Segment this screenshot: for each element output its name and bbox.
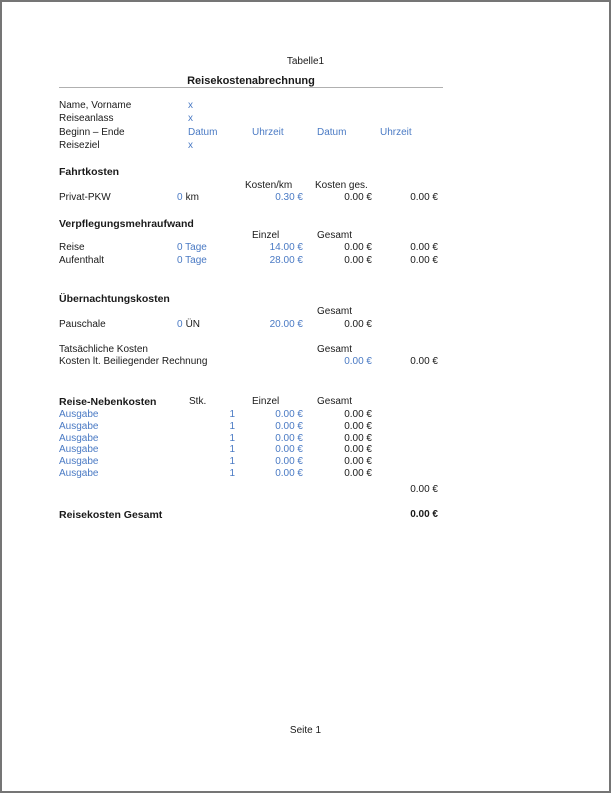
tatsaechliche-kosten-label: Tatsächliche Kosten bbox=[59, 344, 148, 355]
rechnung-row bbox=[2, 356, 609, 368]
beginn-uhrzeit-input[interactable]: Uhrzeit bbox=[252, 127, 284, 138]
ausgabe-gesamt-value: 0.00 € bbox=[344, 421, 372, 432]
pkw-km-value[interactable]: 0 bbox=[177, 192, 183, 203]
page-number: Seite 1 bbox=[289, 725, 322, 736]
ausgabe-label-input[interactable]: Ausgabe bbox=[59, 444, 99, 455]
rechnung-total-value: 0.00 € bbox=[410, 356, 438, 367]
ausgabe-label-input[interactable]: Ausgabe bbox=[59, 433, 99, 444]
reisekosten-gesamt-label: Reisekosten Gesamt bbox=[59, 509, 163, 521]
page-footer-row bbox=[2, 725, 609, 737]
fahrtkosten-header-row bbox=[2, 180, 609, 192]
reise-row bbox=[2, 242, 609, 254]
uebernachtung-gesamt-header: Gesamt bbox=[317, 306, 353, 317]
verpflegung-heading-row bbox=[2, 218, 609, 230]
pkw-rate-value[interactable]: 0.30 € bbox=[275, 192, 303, 203]
privat-pkw-row bbox=[2, 192, 609, 204]
ausgabe-gesamt-value: 0.00 € bbox=[344, 468, 372, 479]
nebenkosten-heading: Reise-Nebenkosten bbox=[59, 396, 157, 408]
reiseziel-input-value[interactable]: x bbox=[188, 140, 193, 151]
aufenthalt-row bbox=[2, 255, 609, 267]
ausgabe-gesamt-value: 0.00 € bbox=[344, 409, 372, 420]
tatsaechliche-gesamt-header: Gesamt bbox=[317, 344, 353, 355]
pauschale-gesamt-value: 0.00 € bbox=[344, 319, 372, 330]
name-label: Name, Vorname bbox=[59, 100, 132, 111]
kosten-km-column-header: Kosten/km bbox=[245, 180, 293, 191]
uebernachtung-heading: Übernachtungskosten bbox=[59, 293, 170, 305]
ausgabe-label-input[interactable]: Ausgabe bbox=[59, 456, 99, 467]
aufenthalt-gesamt-value: 0.00 € bbox=[344, 255, 372, 266]
pauschale-label: Pauschale bbox=[59, 319, 106, 330]
aufenthalt-einzel-value[interactable]: 28.00 € bbox=[269, 255, 303, 266]
nebenkosten-subtotal-value: 0.00 € bbox=[410, 484, 438, 495]
form-row-name bbox=[2, 100, 609, 112]
ausgabe-einzel-value[interactable]: 0.00 € bbox=[275, 444, 303, 455]
kosten-ges-column-header: Kosten ges. bbox=[315, 180, 368, 191]
nebenkosten-header-row bbox=[2, 396, 609, 408]
verpflegung-heading: Verpflegungsmehraufwand bbox=[59, 218, 194, 230]
title-underline bbox=[59, 87, 443, 88]
sheet-tab-label: Tabelle1 bbox=[286, 56, 325, 67]
pkw-km-unit: km bbox=[185, 192, 199, 203]
ausgabe-stk-value[interactable]: 1 bbox=[229, 421, 235, 432]
form-row-reiseanlass bbox=[2, 113, 609, 125]
rechnung-label: Kosten lt. Beiliegender Rechnung bbox=[59, 356, 208, 367]
ausgabe-stk-value[interactable]: 1 bbox=[229, 468, 235, 479]
ausgabe-label-input[interactable]: Ausgabe bbox=[59, 409, 99, 420]
ausgabe-einzel-value[interactable]: 0.00 € bbox=[275, 433, 303, 444]
ausgabe-einzel-value[interactable]: 0.00 € bbox=[275, 421, 303, 432]
ausgabe-row bbox=[2, 409, 609, 421]
nebenkosten-gesamt-header: Gesamt bbox=[317, 396, 353, 407]
ausgabe-label-input[interactable]: Ausgabe bbox=[59, 468, 99, 479]
reise-tage-value[interactable]: 0 Tage bbox=[177, 242, 207, 253]
pkw-gesamt-value: 0.00 € bbox=[344, 192, 372, 203]
verpflegung-header-row bbox=[2, 230, 609, 242]
ausgabe-gesamt-value: 0.00 € bbox=[344, 444, 372, 455]
reise-label: Reise bbox=[59, 242, 85, 253]
ausgabe-gesamt-value: 0.00 € bbox=[344, 433, 372, 444]
aufenthalt-total-value: 0.00 € bbox=[410, 255, 438, 266]
aufenthalt-label: Aufenthalt bbox=[59, 255, 105, 266]
reise-einzel-value[interactable]: 14.00 € bbox=[269, 242, 303, 253]
ausgabe-stk-value[interactable]: 1 bbox=[229, 444, 235, 455]
einzel-column-header: Einzel bbox=[252, 230, 280, 241]
beginn-datum-input[interactable]: Datum bbox=[188, 127, 218, 138]
name-input-value[interactable]: x bbox=[188, 100, 193, 111]
reisekosten-gesamt-value: 0.00 € bbox=[410, 509, 438, 520]
ausgabe-label-input[interactable]: Ausgabe bbox=[59, 421, 99, 432]
ausgabe-stk-value[interactable]: 1 bbox=[229, 456, 235, 467]
reiseanlass-label: Reiseanlass bbox=[59, 113, 114, 124]
ende-datum-input[interactable]: Datum bbox=[317, 127, 347, 138]
ausgabe-einzel-value[interactable]: 0.00 € bbox=[275, 468, 303, 479]
privat-pkw-label: Privat-PKW bbox=[59, 192, 111, 203]
gesamt-column-header: Gesamt bbox=[317, 230, 353, 241]
pkw-km-cell bbox=[177, 192, 199, 204]
beginn-ende-label: Beginn – Ende bbox=[59, 127, 125, 138]
fahrtkosten-heading: Fahrtkosten bbox=[59, 166, 120, 178]
pauschale-rate-value[interactable]: 20.00 € bbox=[269, 319, 303, 330]
pkw-total-value: 0.00 € bbox=[410, 192, 438, 203]
ausgabe-row bbox=[2, 421, 609, 433]
reisekosten-gesamt-row bbox=[2, 509, 609, 521]
form-row-reiseziel bbox=[2, 140, 609, 152]
nebenkosten-subtotal-row bbox=[2, 484, 609, 496]
ausgabe-stk-value[interactable]: 1 bbox=[229, 409, 235, 420]
pauschale-un-unit: ÜN bbox=[185, 319, 201, 330]
pauschale-row bbox=[2, 319, 609, 331]
reise-gesamt-value: 0.00 € bbox=[344, 242, 372, 253]
ausgabe-row bbox=[2, 468, 609, 480]
stk-column-header: Stk. bbox=[189, 396, 207, 407]
ausgabe-stk-value[interactable]: 1 bbox=[229, 433, 235, 444]
fahrtkosten-heading-row bbox=[2, 166, 609, 178]
ausgabe-gesamt-value: 0.00 € bbox=[344, 456, 372, 467]
pauschale-un-value[interactable]: 0 bbox=[177, 319, 183, 330]
pauschale-un-cell bbox=[177, 319, 200, 331]
sheet-header-row bbox=[2, 56, 609, 68]
ausgabe-row bbox=[2, 456, 609, 468]
form-row-beginn-ende bbox=[2, 127, 609, 139]
aufenthalt-tage-value[interactable]: 0 Tage bbox=[177, 255, 207, 266]
rechnung-gesamt-value[interactable]: 0.00 € bbox=[344, 356, 372, 367]
reiseanlass-input-value[interactable]: x bbox=[188, 113, 193, 124]
ausgabe-row bbox=[2, 444, 609, 456]
page-title: Reisekostenabrechnung bbox=[187, 75, 315, 87]
ausgabe-einzel-value[interactable]: 0.00 € bbox=[275, 409, 303, 420]
ende-uhrzeit-input[interactable]: Uhrzeit bbox=[380, 127, 412, 138]
reise-total-value: 0.00 € bbox=[410, 242, 438, 253]
reiseziel-label: Reiseziel bbox=[59, 140, 100, 151]
tatsaechliche-kosten-row bbox=[2, 344, 609, 356]
uebernachtung-heading-row bbox=[2, 293, 609, 305]
ausgabe-einzel-value[interactable]: 0.00 € bbox=[275, 456, 303, 467]
nebenkosten-einzel-header: Einzel bbox=[252, 396, 280, 407]
uebernachtung-header-row bbox=[2, 306, 609, 318]
